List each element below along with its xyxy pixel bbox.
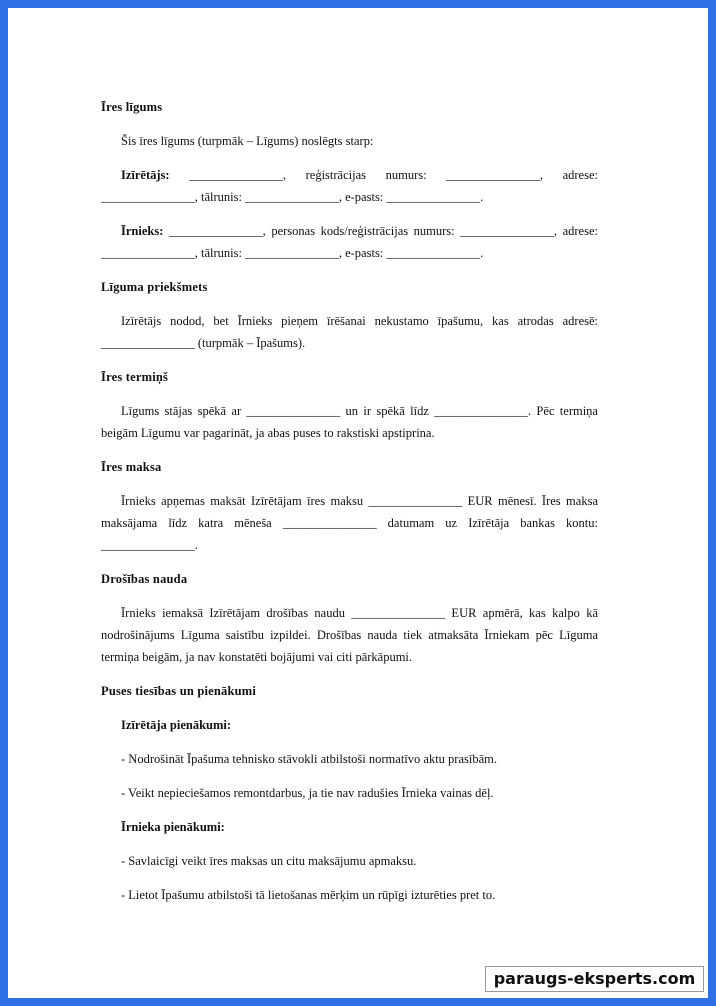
tenant-duties-heading: Īrnieka pienākumi: (121, 820, 225, 834)
term-heading: Īres termiņš (101, 370, 169, 384)
landlord-text: _______________, reģistrācijas numurs: _______________, adrese: _______________, tālrunis: _______________, e-pasts: _______________. (101, 168, 598, 204)
list-item: - Lietot Īpašumu atbilstoši tā lietošanas mērķim un rūpīgi izturēties pret to. (121, 888, 496, 902)
document-body (101, 96, 598, 918)
list-item: - Nodrošināt Īpašuma tehnisko stāvokli atbilstoši normatīvo aktu prasībām. (121, 752, 497, 766)
tenant-paragraph (101, 220, 598, 264)
landlord-duties-heading: Izīrētāja pienākumi: (121, 718, 232, 732)
tenant-text: _______________, personas kods/reģistrācijas numurs: _______________, adrese: _______________, tālrunis: _______________, e-pasts: _______________. (101, 224, 598, 260)
rights-heading: Puses tiesības un pienākumi (101, 684, 257, 698)
deposit-heading: Drošības nauda (101, 572, 188, 586)
list-item: - Veikt nepieciešamos remontdarbus, ja tie nav radušies Īrnieka vainas dēļ. (121, 786, 494, 800)
rent-paragraph: Īrnieks apņemas maksāt Izīrētājam īres maksu _______________ EUR mēnesī. Īres maksa maksājama līdz katra mēneša _______________ datumam uz Izīrētāja bankas kontu: _______________. (101, 494, 598, 552)
deposit-paragraph: Īrnieks iemaksā Izīrētājam drošības naudu _______________ EUR apmērā, kas kalpo kā nodrošinājums Līguma saistību izpildei. Drošības nauda tiek atmaksāta Īrniekam pēc Līguma termiņa beigām, ja nav konstatēti bojājumi vai citi pārkāpumi. (101, 606, 598, 664)
rent-heading: Īres maksa (101, 460, 162, 474)
intro-paragraph: Šis īres līgums (turpmāk – Līgums) noslēgts starp: (121, 134, 374, 148)
watermark-badge: paraugs-eksperts.com (485, 966, 704, 992)
tenant-label: Īrnieks: (121, 224, 164, 238)
list-item: - Savlaicīgi veikt īres maksas un citu maksājumu apmaksu. (121, 854, 417, 868)
landlord-paragraph (101, 164, 598, 208)
landlord-label: Izīrētājs: (121, 168, 170, 182)
subject-paragraph: Izīrētājs nodod, bet Īrnieks pieņem īrēšanai nekustamo īpašumu, kas atrodas adresē: _______________ (turpmāk – Īpašums). (101, 314, 598, 350)
term-paragraph: Līgums stājas spēkā ar _______________ un ir spēkā līdz _______________. Pēc termiņa beigām Līgumu var pagarināt, ja abas puses to rakstiski apstiprina. (101, 404, 598, 440)
doc-title: Īres līgums (101, 100, 163, 114)
subject-heading: Līguma priekšmets (101, 280, 208, 294)
